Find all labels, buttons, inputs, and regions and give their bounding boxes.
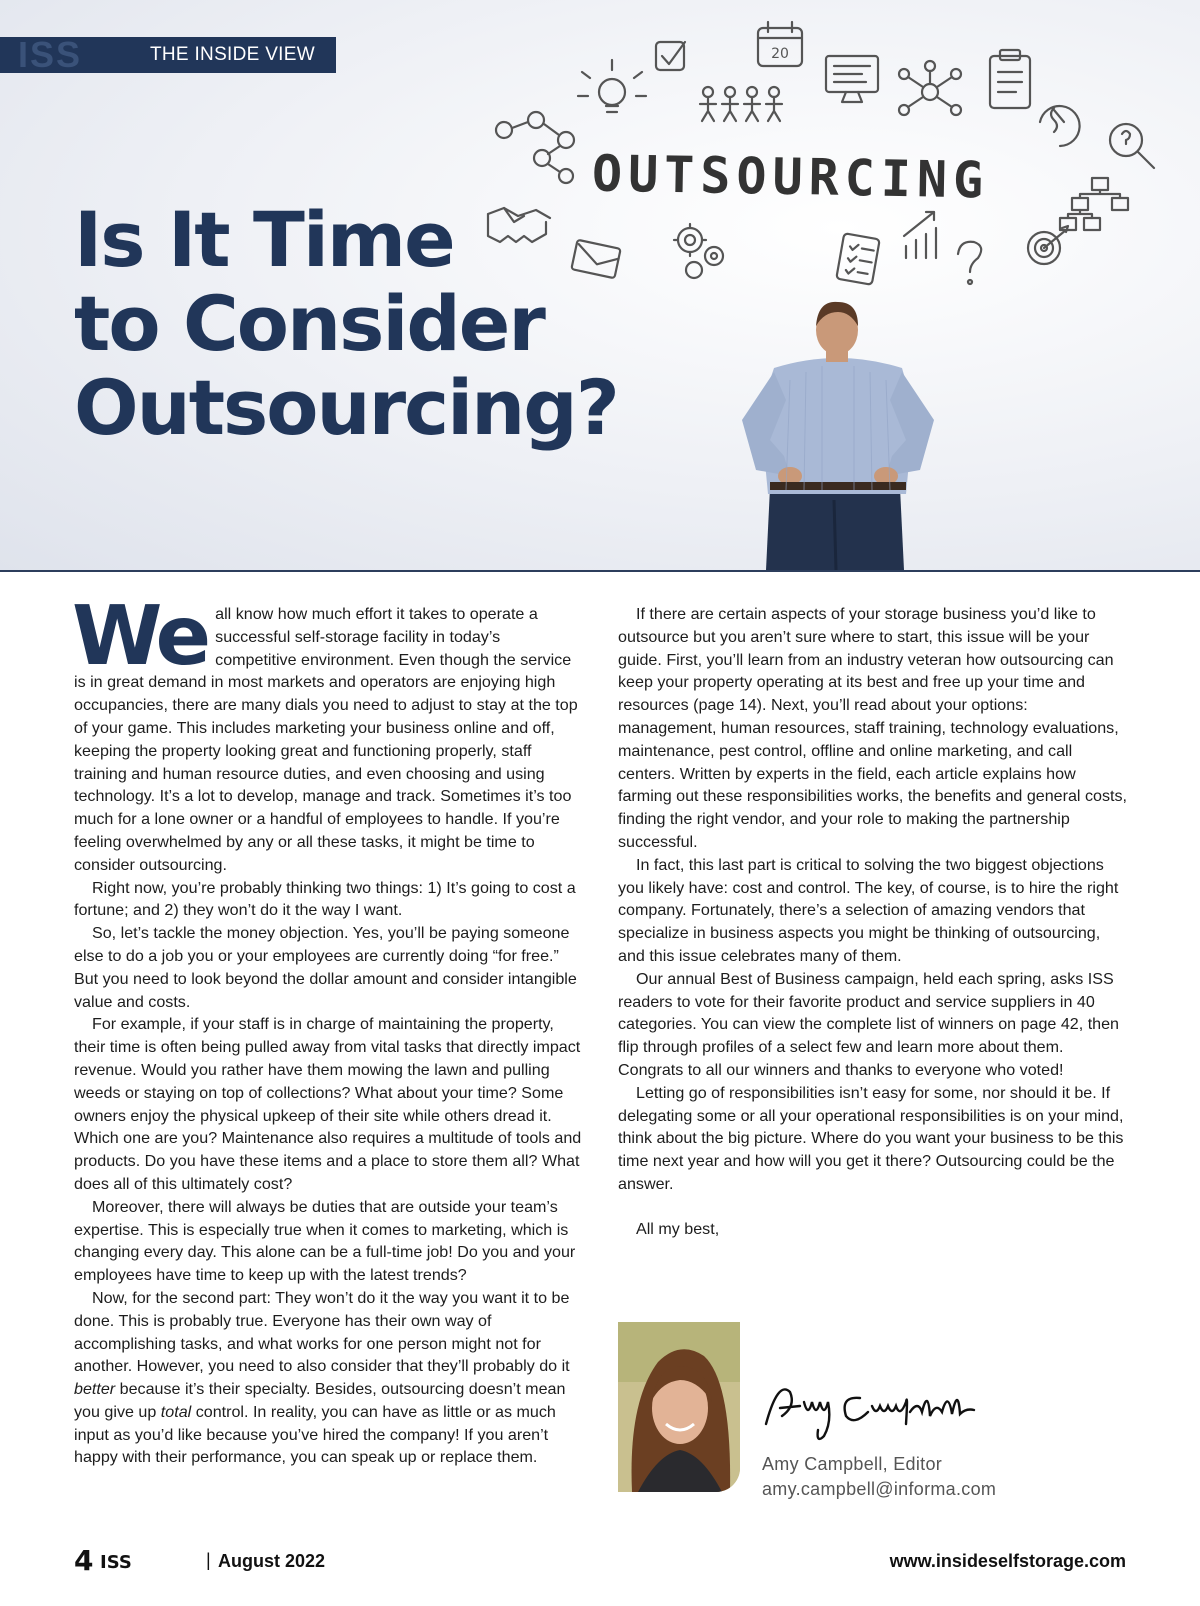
emphasis-total: total bbox=[160, 1402, 192, 1421]
editor-email[interactable]: amy.campbell@informa.com bbox=[762, 1479, 997, 1499]
article-column-right bbox=[618, 603, 1130, 1241]
editor-name: Amy Campbell, Editor bbox=[762, 1454, 943, 1474]
dropcap: We bbox=[72, 589, 208, 684]
signoff: All my best, bbox=[636, 1219, 720, 1238]
hero-banner bbox=[0, 0, 1200, 572]
section-label: THE INSIDE VIEW bbox=[150, 44, 315, 65]
website-link[interactable]: www.insideselfstorage.com bbox=[889, 1551, 1126, 1571]
article-paragraph-5: Moreover, there will always be duties that are outside your team’s expertise. This is especially true when it comes to marketing, which is changing every day. This alone can be a full-time job! Do you and your employees have time to keep up with the latest trends? bbox=[74, 1197, 576, 1285]
article-paragraph-2: Right now, you’re probably thinking two things: 1) It’s going to cost a fortune; and 2) they won’t do it the way I want. bbox=[74, 878, 576, 920]
emphasis-better: better bbox=[74, 1380, 116, 1399]
headline-line-2: to Consider bbox=[74, 279, 544, 368]
article-paragraph-10: Letting go of responsibilities isn’t easy for some, nor should it be. If delegating some or all your operational responsibilities is on your mind, think about the big picture. Where do you want your business to be this time next year and how will you get it there? Outsourcing could be the answer. bbox=[618, 1083, 1124, 1193]
page-number: 4 bbox=[74, 1544, 94, 1577]
paragraph-text: all know how much effort it takes to operate a successful self-storage facility in today’s competitive environment. Even though the service is in great demand in most markets and operators are enjoying high occupancies, there are many dials you need to adjust to stay at the top of your game. This includes marketing your business online and off, keeping the property looking great and functioning properly, staff training and human resource duties, and even choosing and using technology. It’s a lot to develop, manage and track. Sometimes it’s too much for a lone owner or a handful of employees to handle. If you’re feeling overwhelmed by any or all these tasks, it might be time to consider outsourcing. bbox=[74, 605, 578, 874]
issue-date: August 2022 bbox=[218, 1551, 326, 1571]
article-paragraph-8: In fact, this last part is critical to solving the two biggest objections you likely have: cost and control. The key, of course, is to hire the right company. Fortunately, there’s a selection of amazing vendors that specialize in business aspects you might be thinking of outsourcing, and this issue celebrates many of them. bbox=[618, 855, 1119, 965]
headline-line-1: Is It Time bbox=[74, 195, 454, 284]
iss-logo: ISS bbox=[18, 34, 83, 75]
calendar-number: 20 bbox=[771, 46, 789, 62]
page-title bbox=[74, 195, 618, 452]
sketch-word: OUTSOURCING bbox=[591, 144, 990, 210]
footer-separator: | bbox=[206, 1550, 211, 1570]
page-footer bbox=[74, 1544, 1126, 1578]
editor-signature bbox=[760, 1372, 1000, 1442]
article-paragraph-1 bbox=[72, 589, 584, 877]
footer-publication: ISS bbox=[100, 1552, 132, 1573]
paragraph-text: control. In reality, you can have as little or as much input as you’d like because you’ve hired the company! If you aren’t happy with their performance, you can speak up or replace them. bbox=[74, 1402, 556, 1467]
article-column-left bbox=[72, 589, 584, 1469]
article-paragraph-6 bbox=[74, 1287, 584, 1469]
article-paragraph-4: For example, if your staff is in charge of maintaining the property, their time is often being pulled away from vital tasks that directly impact revenue. Would you rather have them mowing the lawn and pulling weeds or staying on top of collections? What about your time? Some owners enjoy the physical upkeep of their site while others dread it. Which one are you? Maintenance also requires a multitude of tools and products. Do you have these items and a place to store them all? What does all of this ultimately cost? bbox=[74, 1015, 582, 1193]
paragraph-text: because it’s their specialty. Besides, outsourcing doesn’t mean you give up bbox=[74, 1380, 566, 1421]
article-paragraph-7: If there are certain aspects of your storage business you’d like to outsource but you aren’t sure where to start, this issue will be your guide. First, you’ll learn from an industry veteran how outsourcing can keep your property operating at its best and free up your time and resources (page 14). Next, you’ll read about your options: management, human resources, staff training, technology evaluations, maintenance, pest control, offline and online marketing, and call centers. Written by experts in the field, each article explains how farming out these responsibilities works, the benefits and general costs, finding the right vendor, and your role to making the partnership successful. bbox=[618, 605, 1128, 851]
article-paragraph-3: So, let’s tackle the money objection. Yes, you’ll be paying someone else to do a job you or your employees are currently doing “for free.” But you need to look beyond the dollar amount and consider intangible value and costs. bbox=[74, 924, 577, 1011]
editor-photo bbox=[618, 1322, 740, 1492]
article-paragraph-9: Our annual Best of Business campaign, held each spring, asks ISS readers to vote for their favorite product and service suppliers in 40 categories. You can view the complete list of winners on page 42, then flip through profiles of a select few and learn more about them. Congrats to all our winners and thanks to everyone who voted! bbox=[618, 969, 1120, 1079]
paragraph-text: Now, for the second part: They won’t do it the way you want it to be done. This is probably true. Everyone has their own way of accomplishing tasks, and what works for one person might not for another. However, you need to also consider that they’ll probably do it bbox=[74, 1288, 570, 1376]
section-badge bbox=[0, 34, 336, 75]
headline-line-3: Outsourcing? bbox=[74, 363, 618, 452]
